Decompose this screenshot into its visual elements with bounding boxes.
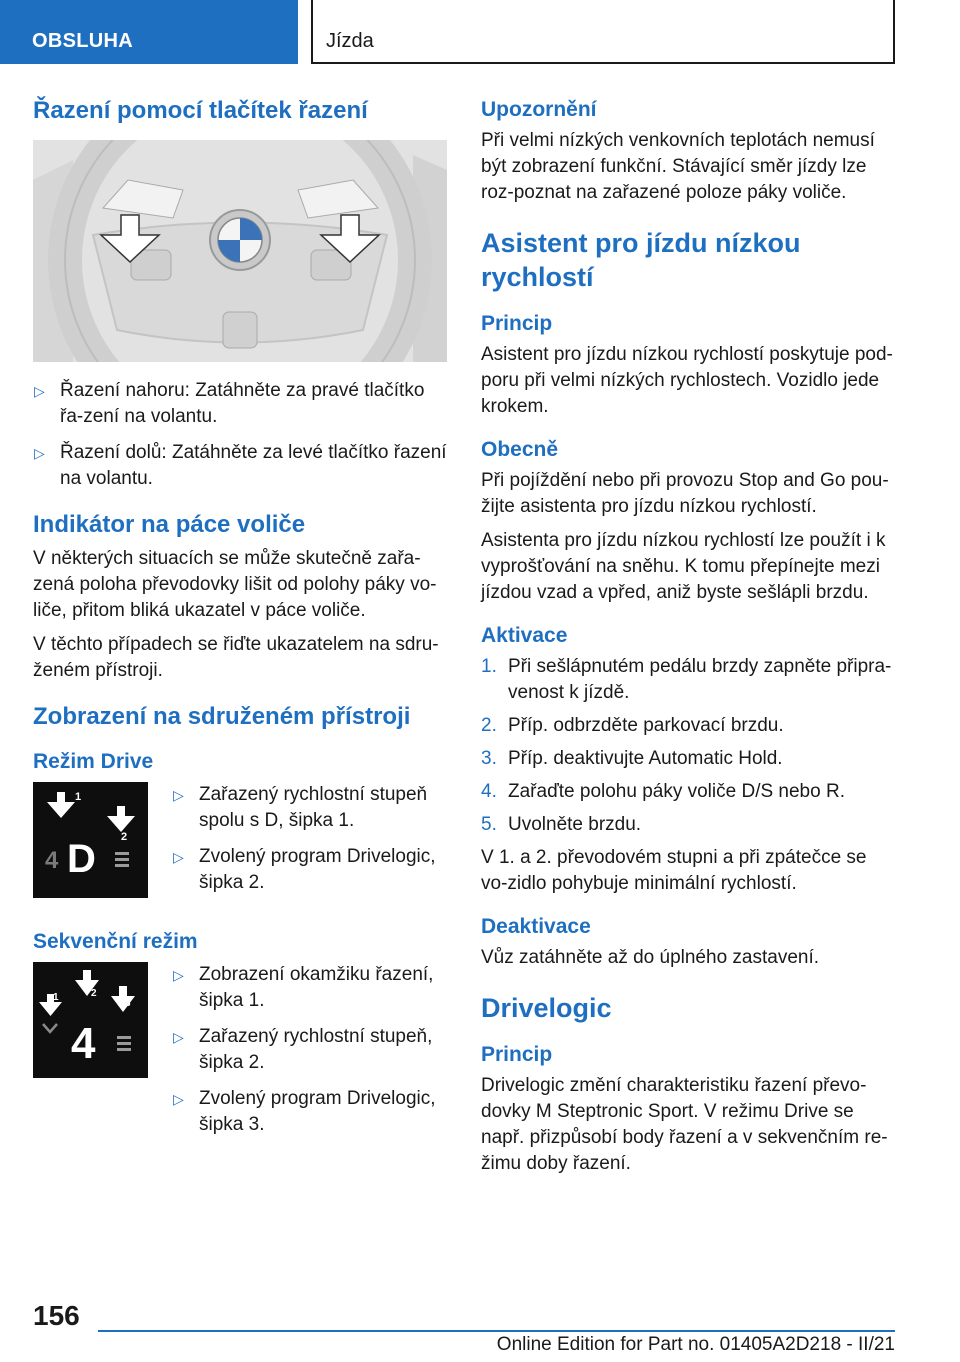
- heading-general: Obecně: [481, 438, 559, 461]
- paragraph: V 1. a 2. převodovém stupni a při zpátečce se vo-zidlo pohybuje minimální rychlostí.: [481, 847, 867, 894]
- list-item: ▷ Řazení nahoru: Zatáhněte za pravé tlačítko řa-zení na volantu.: [34, 380, 425, 427]
- paragraph: Drivelogic změní charakteristiku řazení převo-dovky M Steptronic Sport. V režimu Drive se např. přizpůsobí body řazení a v sekvenčním re-žimu doby řazení.: [481, 1075, 888, 1174]
- right-column: [481, 96, 895, 1185]
- footer-edition: Online Edition for Part no. 01405A2D218 - II/21: [496, 1334, 895, 1355]
- paragraph: Asistenta pro jízdu nízkou rychlostí lze použít i k vyprošťování na sněhu. K tomu přepínejte mezi jízdou vzad a vpřed, aniž byste sešlápli brzdu.: [481, 530, 886, 603]
- footer-divider: [98, 1330, 895, 1332]
- list-item: 3. Příp. deaktivujte Automatic Hold.: [481, 748, 783, 769]
- sequential-display-icon: [33, 962, 148, 1078]
- sequential-mode-graphic: [33, 962, 148, 1078]
- paragraph: Vůz zatáhněte až do úplného zastavení.: [481, 947, 820, 968]
- list-item: 5. Uvolněte brzdu.: [481, 814, 642, 835]
- steering-wheel-image: [33, 140, 447, 362]
- triangle-bullet-icon: ▷: [173, 967, 184, 983]
- heading-principle-drivelogic: Princip: [481, 1043, 553, 1066]
- gear-small-label: 4: [45, 847, 59, 874]
- heading-sequential-mode: Sekvenční režim: [33, 930, 198, 953]
- list-item: ▷ Zařazený rychlostní stupeň spolu s D, šipka 1.: [173, 784, 428, 831]
- heading-drive-mode: Režim Drive: [33, 750, 154, 773]
- arrow-1-label: 1: [75, 791, 82, 803]
- list-item: ▷ Zobrazení okamžiku řazení, šipka 1.: [173, 964, 434, 1011]
- gear-label: 4: [71, 1019, 96, 1068]
- section-title: OBSLUHA: [32, 30, 133, 52]
- heading-deactivation: Deaktivace: [481, 915, 591, 938]
- list-item: 2. Příp. odbrzděte parkovací brzdu.: [481, 715, 784, 736]
- page-number: 156: [33, 1300, 80, 1331]
- triangle-bullet-icon: ▷: [34, 445, 45, 461]
- paragraph: V některých situacích se může skutečně zařa-zená poloha převodovky lišit od polohy páky vo-liče, přitom bliká ukazatel v páce voliče.: [33, 548, 437, 621]
- heading-drivelogic: Drivelogic: [481, 993, 612, 1023]
- drive-display-icon: [33, 782, 148, 898]
- paragraph: V těchto případech se řiďte ukazatelem na sdru-ženém přístroji.: [33, 634, 439, 681]
- arrow-1-label: 1: [53, 992, 59, 1003]
- drive-mode-row: [33, 782, 447, 906]
- triangle-bullet-icon: ▷: [173, 1091, 184, 1107]
- heading-indicator: Indikátor na páce voliče: [33, 511, 306, 538]
- drive-mode-graphic: [33, 782, 148, 898]
- gear-label: D: [67, 837, 96, 881]
- list-item: ▷ Řazení dolů: Zatáhněte za levé tlačítko řazení na volantu.: [34, 442, 447, 489]
- triangle-bullet-icon: ▷: [173, 787, 184, 803]
- sequential-mode-row: [33, 962, 447, 1148]
- heading-activation: Aktivace: [481, 624, 568, 647]
- section-tab: [0, 0, 298, 64]
- left-column: [33, 96, 447, 1156]
- arrow-3-label: 3: [125, 998, 131, 1009]
- arrow-2-label: 2: [91, 988, 97, 999]
- heading-display: Zobrazení na sdruženém přístroji: [33, 703, 411, 730]
- list-item: 4. Zařaďte polohu páky voliče D/S nebo R.: [481, 781, 845, 802]
- steering-wheel-illustration: [33, 140, 447, 362]
- heading-warning: Upozornění: [481, 98, 597, 121]
- list-item: ▷ Zvolený program Drivelogic, šipka 3.: [173, 1088, 436, 1135]
- drive-mode-list: [172, 782, 447, 906]
- list-item: ▷ Zvolený program Drivelogic, šipka 2.: [173, 846, 436, 893]
- sequential-mode-list: [172, 962, 447, 1148]
- heading-paddles: Řazení pomocí tlačítek řazení: [33, 97, 368, 124]
- list-item: 1. Při sešlápnutém pedálu brzdy zapněte připra-venost k jízdě.: [481, 656, 892, 703]
- triangle-bullet-icon: ▷: [173, 849, 184, 865]
- paragraph: Při pojíždění nebo při provozu Stop and Go pou-žijte asistenta pro jízdu nízkou rychlostí.: [481, 470, 889, 517]
- chapter-tab: [311, 0, 895, 64]
- activation-steps: [481, 654, 895, 838]
- arrow-2-label: 2: [121, 831, 128, 843]
- heading-low-speed-assist: Asistent pro jízdu nízkou rychlostí: [481, 228, 801, 292]
- triangle-bullet-icon: ▷: [173, 1029, 184, 1045]
- paragraph: Při velmi nízkých venkovních teplotách nemusí být zobrazení funkční. Stávající směr jízdy lze roz-poznat na zařazené poloze páky voliče.: [481, 130, 875, 203]
- paragraph: Asistent pro jízdu nízkou rychlostí poskytuje pod-poru při velmi nízkých rychlostech. Vozidlo jede krokem.: [481, 344, 893, 417]
- list-item: ▷ Zařazený rychlostní stupeň, šipka 2.: [173, 1026, 433, 1073]
- chapter-title: Jízda: [326, 30, 374, 52]
- triangle-bullet-icon: ▷: [34, 383, 45, 399]
- paddle-list: [33, 378, 447, 492]
- heading-principle: Princip: [481, 312, 553, 335]
